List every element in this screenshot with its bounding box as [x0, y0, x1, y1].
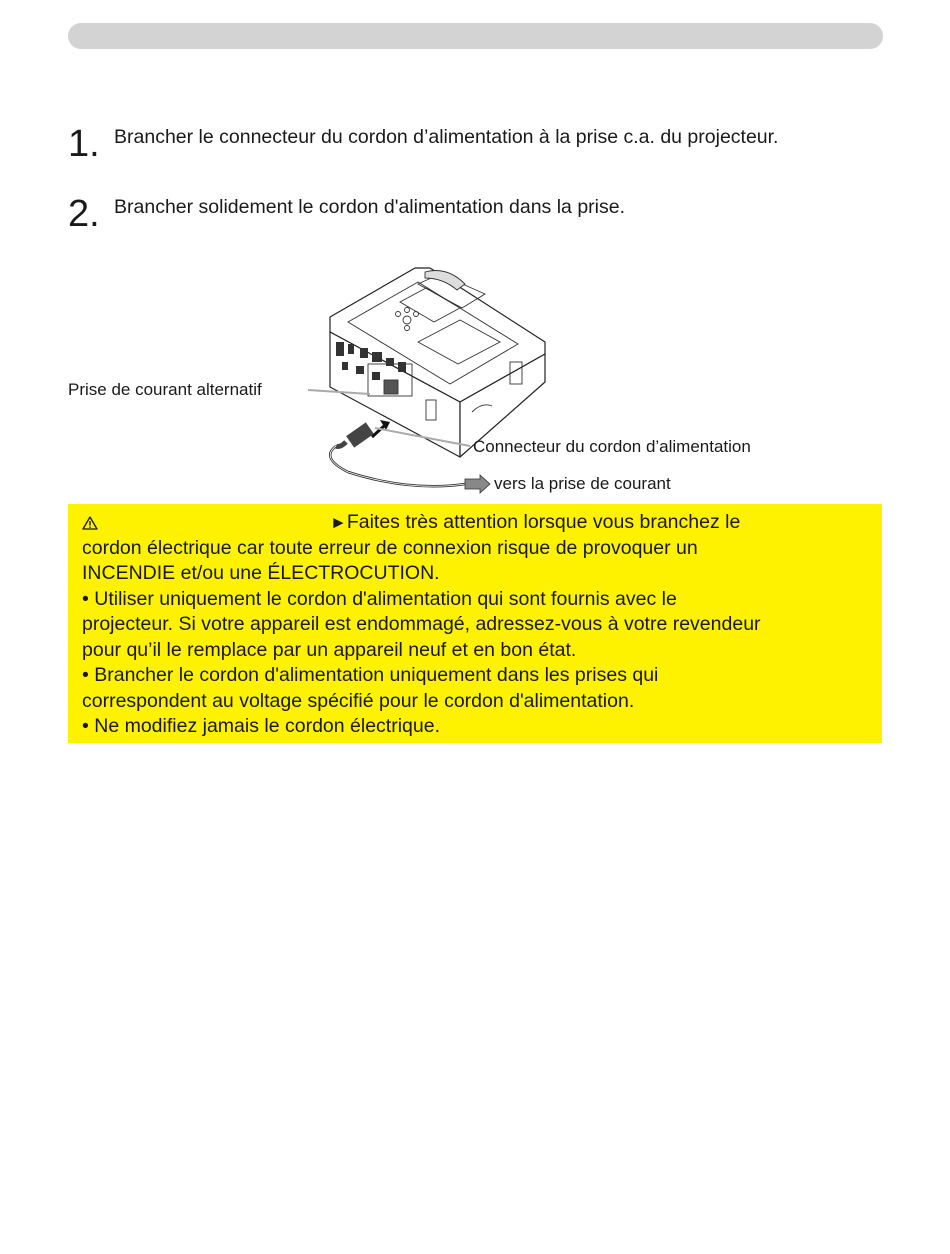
warning-first-line: Faites très attention lorsque vous branchez le: [346, 511, 741, 533]
warning-line: cordon électrique car toute erreur de connexion risque de provoquer un: [82, 536, 698, 559]
warning-line: pour qu’il le remplace par un appareil neuf et en bon état.: [82, 638, 577, 661]
step-1-text: Brancher le connecteur du cordon d’alimentation à la prise c.a. du projecteur.: [114, 126, 779, 148]
warning-line: • Utiliser uniquement le cordon d'alimentation qui sont fournis avec le: [82, 587, 677, 610]
warning-line: • Ne modifiez jamais le cordon électrique.: [82, 715, 440, 737]
warning-heading-line: [82, 510, 868, 536]
warning-line: correspondent au voltage spécifié pour le cordon d'alimentation.: [82, 689, 635, 712]
warning-line: • Brancher le cordon d'alimentation uniquement dans les prises qui: [82, 664, 659, 686]
warning-line: projecteur. Si votre appareil est endommagé, adressez-vous à votre revendeur: [82, 613, 761, 635]
label-power-connector: Connecteur du cordon d’alimentation: [473, 437, 751, 456]
label-ac-inlet: Prise de courant alternatif: [68, 380, 262, 399]
projector-illustration: [300, 262, 560, 502]
step-1-number: 1.: [68, 123, 100, 165]
warning-line: INCENDIE et/ou une ÉLECTROCUTION.: [82, 562, 440, 584]
arrow-bullet: ►: [330, 513, 347, 532]
warning-box: [68, 504, 882, 743]
step-2-text: Brancher solidement le cordon d'alimentation dans la prise.: [114, 196, 626, 218]
step-2-number: 2.: [68, 193, 100, 235]
label-to-outlet: vers la prise de courant: [494, 474, 671, 493]
warning-triangle-icon: [82, 515, 98, 531]
header-bar: [68, 23, 883, 49]
